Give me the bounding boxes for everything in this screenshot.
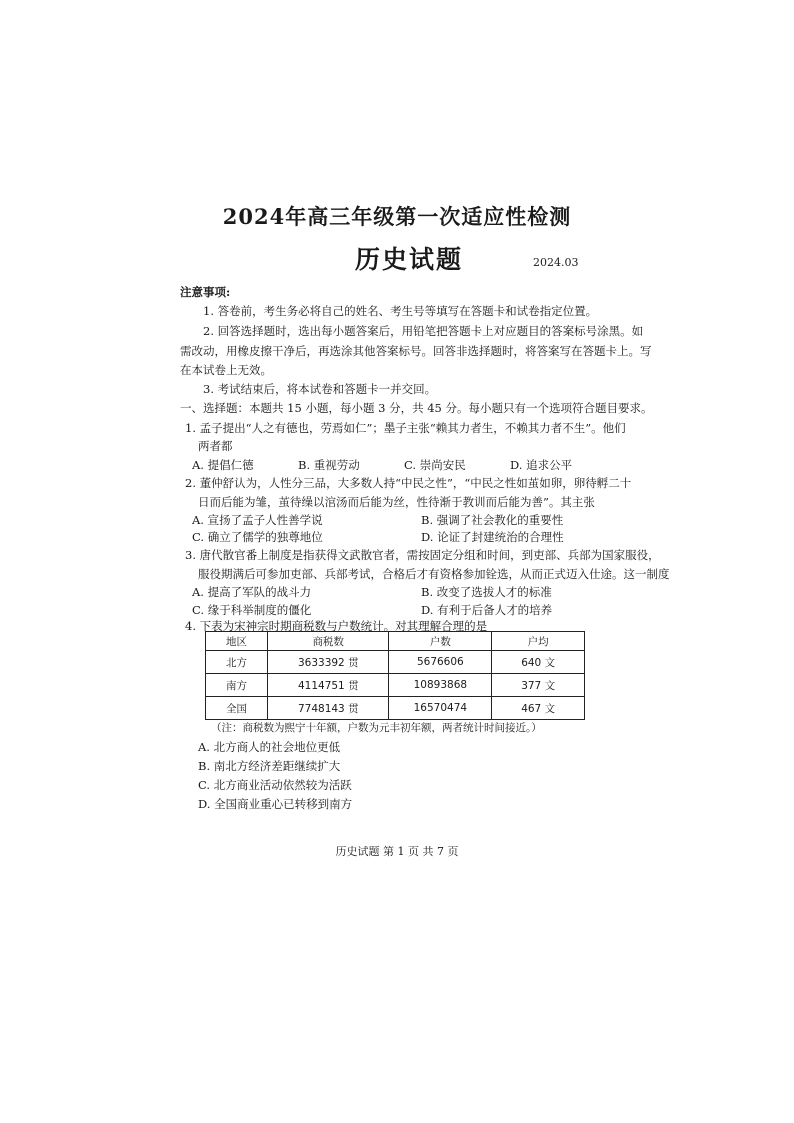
q3-option-c: C. 缘于科举制度的僵化: [192, 603, 312, 617]
notice-item-2-line-2: 需改动，用橡皮擦干净后，再选涂其他答案标号。回答非选择题时，将答案写在答题卡上。写: [180, 344, 652, 358]
q1-option-d: D. 追求公平: [510, 458, 573, 472]
q3-stem-line-1: 3. 唐代散官番上制度是指获得文武散官者，需按固定分组和时间，到吏部、兵部为国家服役，: [185, 548, 660, 562]
section-1-heading: 一、选择题：本题共 15 小题，每小题 3 分，共 45 分。每小题只有一个选项符合题目要求。: [180, 401, 653, 415]
exam-title: 2024年高三年级第一次适应性检测: [222, 204, 572, 229]
q4-option-b: B. 南北方经济差距继续扩大: [198, 759, 341, 773]
q4-stem: 4. 下表为宋神宗时期商税数与户数统计。对其理解合理的是: [185, 619, 488, 633]
q3-option-a: A. 提高了军队的战斗力: [192, 585, 312, 599]
table-header-cell: 户均: [492, 632, 585, 651]
table-cell: 16570474: [389, 697, 492, 720]
q2-option-a: A. 宣扬了孟子人性善学说: [192, 513, 323, 527]
table-cell: 467 文: [492, 697, 585, 720]
q3-option-d: D. 有利于后备人才的培养: [421, 603, 553, 617]
q2-stem-line-2: 日而后能为雏，茧待缲以涫汤而后能为丝，性待渐于教训而后能为善”。其主张: [198, 495, 595, 509]
table-cell: 全国: [206, 697, 268, 720]
table-cell: 南方: [206, 674, 268, 697]
q3-option-b: B. 改变了选拔人才的标准: [421, 585, 552, 599]
notice-heading: 注意事项:: [180, 285, 231, 299]
table-cell: 4114751 贯: [267, 674, 388, 697]
table-header-cell: 户数: [389, 632, 492, 651]
table-cell: 5676606: [389, 651, 492, 674]
notice-item-3: 3. 考试结束后，将本试卷和答题卡一并交回。: [203, 382, 437, 396]
notice-item-1: 1. 答卷前，考生务必将自己的姓名、考生号等填写在答题卡和试卷指定位置。: [203, 304, 598, 318]
q4-option-c: C. 北方商业活动依然较为活跃: [198, 778, 352, 792]
notice-item-2-line-3: 在本试卷上无效。: [180, 363, 272, 377]
q4-option-d: D. 全国商业重心已转移到南方: [198, 797, 353, 811]
table-row: [206, 697, 585, 720]
tax-household-table: [205, 631, 585, 720]
table-header-cell: 地区: [206, 632, 268, 651]
q1-stem-line-1: 1. 孟子提出“人之有德也，劳焉如仁”；墨子主张“赖其力者生，不赖其力者不生”。他们: [185, 421, 626, 435]
notice-item-2-line-1: 2. 回答选择题时，选出每小题答案后，用铅笔把答题卡上对应题目的答案标号涂黑。如: [203, 324, 644, 338]
q2-stem-line-1: 2. 董仲舒认为，人性分三品，大多数人持“中民之性”，“中民之性如茧如卵，卵待孵二十: [185, 476, 632, 490]
q1-option-b: B. 重视劳动: [298, 458, 360, 472]
q2-option-c: C. 确立了儒学的独尊地位: [192, 530, 323, 544]
table-cell: 北方: [206, 651, 268, 674]
table-header-cell: 商税数: [267, 632, 388, 651]
q2-option-b: B. 强调了社会教化的重要性: [421, 513, 564, 527]
page-footer: 历史试题 第 1 页 共 7 页: [335, 845, 459, 858]
q2-option-d: D. 论证了封建统治的合理性: [421, 530, 564, 544]
table-cell: 10893868: [389, 674, 492, 697]
table-row: [206, 674, 585, 697]
q1-option-a: A. 提倡仁德: [192, 458, 254, 472]
subject-title: 历史试题: [355, 245, 464, 274]
q3-stem-line-2: 服役期满后可参加吏部、兵部考试，合格后才有资格参加铨选，从而正式迈入仕途。这一制度: [198, 567, 670, 581]
q1-option-c: C. 崇尚安民: [404, 458, 466, 472]
exam-date: 2024.03: [533, 256, 579, 269]
table-header-row: [206, 632, 585, 651]
q4-table-note: （注：商税数为熙宁十年额，户数为元丰初年额，两者统计时间接近。）: [211, 722, 542, 734]
table-cell: 640 文: [492, 651, 585, 674]
table-row: [206, 651, 585, 674]
q1-stem-line-2: 两者都: [198, 439, 233, 453]
table-cell: 3633392 贯: [267, 651, 388, 674]
q4-option-a: A. 北方商人的社会地位更低: [198, 740, 341, 754]
table-cell: 377 文: [492, 674, 585, 697]
table-cell: 7748143 贯: [267, 697, 388, 720]
